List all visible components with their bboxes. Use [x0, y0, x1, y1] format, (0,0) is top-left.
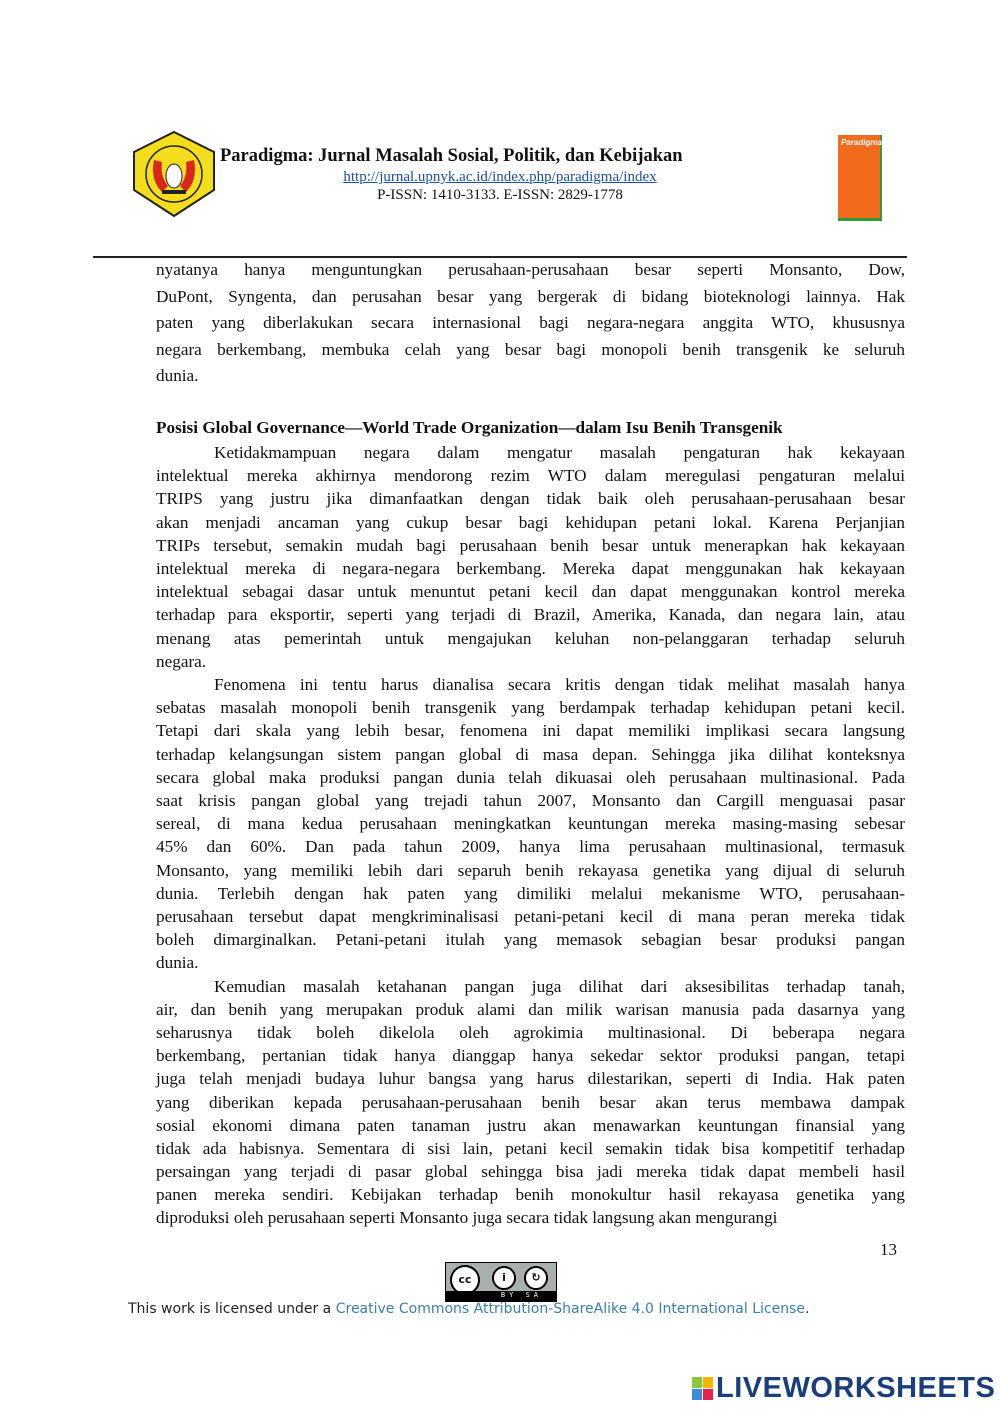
text-line: persaingan yang terjadi di pasar global sehingga bisa jadi mereka tidak dapat membeli hasil	[156, 1162, 905, 1182]
journal-cover-image	[838, 135, 882, 221]
text-line: terhadap kelangsungan sistem pangan global di masa depan. Sehingga jika dilihat konteksnya	[156, 744, 905, 764]
cc-badge-label: BY SA	[446, 1291, 556, 1301]
text-line: air, dan benih yang merupakan produk alami dan milik warisan manusia pada dasarnya yang	[156, 999, 905, 1019]
watermark-text: LIVEWORKSHEETS	[716, 1372, 996, 1404]
text-line: yang diberikan kepada perusahaan-perusahaan benih besar akan terus membawa dampak	[156, 1092, 905, 1112]
text-line: boleh dimarginalkan. Petani-petani itulah yang memasok sebagian besar produksi pangan	[156, 930, 905, 950]
journal-title: Paradigma: Jurnal Masalah Sosial, Politik, dan Kebijakan	[220, 146, 683, 166]
text-line: Fenomena ini tentu harus dianalisa secara kritis dengan tidak melihat masalah hanya	[214, 675, 905, 694]
text-line: Monsanto, yang memiliki lebih dari separuh benih rekayasa genetika yang dijual di seluruh	[156, 860, 905, 880]
paragraph-1	[156, 257, 905, 390]
text-line: sereal, di mana kedua perusahaan meningkatkan keuntungan mereka masing-masing sebesar	[156, 814, 905, 834]
text-line: dunia. Terlebih dengan hak paten yang dimiliki melalui mekanisme WTO, perusahaan-	[156, 883, 905, 903]
text-line: secara global maka produksi pangan dunia telah dikuasai oleh perusahaan multinasional. Pada	[156, 767, 905, 787]
license-link[interactable]: Creative Commons Attribution-ShareAlike 4.0 International License	[335, 1301, 805, 1317]
license-prefix: This work is licensed under a	[128, 1301, 336, 1317]
paragraph-3	[156, 673, 905, 974]
paragraph-4	[156, 975, 905, 1230]
text-line: TRIPS yang justru jika dimanfaatkan dengan tidak baik oleh perusahaan-perusahaan besar	[156, 489, 905, 509]
text-line: Tetapi dari skala yang lebih besar, fenomena ini dapat memiliki implikasi secara langsung	[156, 721, 905, 741]
text-line: perusahaan tersebut dapat mengkriminalisasi petani-petani kecil di mana peran mereka tidak	[156, 906, 905, 926]
license-text	[128, 1301, 809, 1317]
text-line: Ketidakmampuan negara dalam mengatur masalah pengaturan hak kekayaan	[214, 443, 905, 462]
text-line: negara.	[156, 651, 207, 671]
journal-url-link[interactable]: http://jurnal.upnyk.ac.id/index.php/paradigma/index	[343, 169, 657, 185]
text-line: terhadap para eksportir, seperti yang terjadi di Brazil, Amerika, Kanada, dan negara lain, atau	[156, 605, 905, 625]
text-line: tidak ada habisnya. Sementara di sisi lain, petani kecil semakin tidak bisa kompetitif terhadap	[156, 1138, 905, 1158]
text-line: sebatas masalah monopoli benih transgenik yang berdampak terhadap kehidupan petani kecil.	[156, 698, 905, 718]
liveworksheets-logo-icon	[692, 1377, 713, 1400]
text-line: negara berkembang, membuka celah yang besar bagi monopoli benih transgenik ke seluruh	[156, 339, 905, 359]
text-line: sosial ekonomi dimana paten tanaman justru akan menawarkan keuntungan finansial yang	[156, 1115, 905, 1135]
text-line: diproduksi oleh perusahaan seperti Monsanto juga secara tidak langsung akan mengurangi	[156, 1208, 778, 1228]
university-logo-icon	[130, 130, 218, 218]
text-line: paten yang diberlakukan secara internasional bagi negara-negara anggita WTO, khususnya	[156, 313, 905, 333]
text-line: juga telah menjadi budaya luhur bangsa yang harus dilestarikan, seperti di India. Hak paten	[156, 1069, 905, 1089]
cc-by-sa-badge-icon[interactable]: cc i ↻ BY SA	[445, 1262, 557, 1302]
paragraph-2	[156, 441, 905, 673]
text-line: intelektual mereka di negara-negara berkembang. Mereka dapat menggunakan hak kekayaan	[156, 558, 905, 578]
text-line: saat krisis pangan global yang trejadi tahun 2007, Monsanto dan Cargill menguasai pasar	[156, 790, 905, 810]
text-line: DuPont, Syngenta, dan perusahan besar yang bergerak di bidang bioteknologi lainnya. Hak	[156, 286, 905, 306]
text-line: TRIPs tersebut, semakin mudah bagi perusahaan benih besar untuk menerapkan hak kekayaan	[156, 535, 905, 555]
liveworksheets-logo	[692, 1372, 995, 1405]
text-line: berkembang, pertanian tidak hanya dianggap hanya sekedar sektor produksi pangan, tetapi	[156, 1046, 905, 1066]
text-line: intelektual mereka akhirnya mendorong rezim WTO dalam meregulasi pengaturan melalui	[156, 466, 905, 486]
text-line: intelektual sebagai dasar untuk menuntut petani kecil dan dapat menggunakan kontrol mereka	[156, 582, 905, 602]
text-line: dunia.	[156, 366, 199, 386]
text-line: dunia.	[156, 953, 199, 973]
section-heading: Posisi Global Governance—World Trade Organization—dalam Isu Benih Transgenik	[156, 418, 783, 437]
journal-issn: P-ISSN: 1410-3133. E-ISSN: 2829-1778	[377, 187, 623, 203]
text-line: 45% dan 60%. Dan pada tahun 2009, hanya lima perusahaan multinasional, termasuk	[156, 837, 905, 857]
text-line: akan menjadi ancaman yang cukup besar bagi kehidupan petani lokal. Karena Perjanjian	[156, 512, 905, 532]
text-line: nyatanya hanya menguntungkan perusahaan-perusahaan besar seperti Monsanto, Dow,	[156, 260, 905, 279]
license-suffix: .	[804, 1301, 810, 1317]
text-line: menang atas pemerintah untuk mengajukan keluhan non-pelanggaran terhadap seluruh	[156, 628, 905, 648]
cover-title: Paradigma	[841, 138, 882, 147]
text-line: seharusnya tidak boleh dikelola oleh agrokimia multinasional. Di beberapa negara	[156, 1022, 905, 1042]
text-line: Kemudian masalah ketahanan pangan juga dilihat dari aksesibilitas terhadap tanah,	[214, 976, 905, 996]
text-line: panen mereka sendiri. Kebijakan terhadap benih monokultur hasil rekayasa genetika yang	[156, 1185, 905, 1205]
page-number: 13	[880, 1240, 897, 1259]
